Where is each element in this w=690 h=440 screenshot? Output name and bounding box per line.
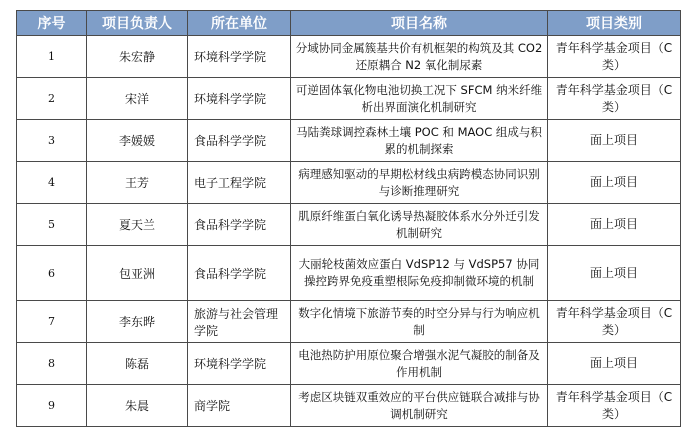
cell-project-type: 面上项目 [548, 162, 681, 204]
cell-index: 2 [17, 78, 87, 120]
cell-project-name: 电池热防护用原位聚合增强水泥气凝胶的制备及作用机制 [291, 343, 548, 385]
cell-unit: 食品科学学院 [188, 204, 291, 246]
project-table [16, 10, 681, 427]
header-unit: 所在单位 [188, 11, 291, 36]
cell-project-name: 大丽轮枝菌效应蛋白 VdSP12 与 VdSP57 协同操控跨界免疫重塑根际免疫抑制微环境的机制 [291, 246, 548, 301]
table-row [17, 78, 681, 120]
table-row [17, 120, 681, 162]
project-table-container [16, 10, 680, 427]
header-row [17, 11, 681, 36]
cell-unit: 电子工程学院 [188, 162, 291, 204]
table-row [17, 385, 681, 427]
header-name: 项目名称 [291, 11, 548, 36]
cell-unit: 环境科学学院 [188, 343, 291, 385]
cell-project-name: 病理感知驱动的早期松材线虫病跨模态协同识别与诊断推理研究 [291, 162, 548, 204]
cell-owner: 包亚洲 [87, 246, 188, 301]
cell-owner: 王芳 [87, 162, 188, 204]
cell-unit: 环境科学学院 [188, 78, 291, 120]
cell-owner: 朱宏静 [87, 36, 188, 78]
cell-unit: 食品科学学院 [188, 246, 291, 301]
cell-project-type: 青年科学基金项目（C类） [548, 385, 681, 427]
cell-unit: 环境科学学院 [188, 36, 291, 78]
cell-unit: 食品科学学院 [188, 120, 291, 162]
cell-project-name: 肌原纤维蛋白氧化诱导热凝胶体系水分外迁引发机制研究 [291, 204, 548, 246]
cell-project-type: 青年科学基金项目（C类） [548, 301, 681, 343]
table-header [17, 11, 681, 36]
header-type: 项目类别 [548, 11, 681, 36]
cell-index: 6 [17, 246, 87, 301]
table-row [17, 343, 681, 385]
cell-project-type: 面上项目 [548, 120, 681, 162]
cell-unit: 旅游与社会管理学院 [188, 301, 291, 343]
cell-project-name: 可逆固体氧化物电池切换工况下 SFCM 纳米纤维析出界面演化机制研究 [291, 78, 548, 120]
cell-project-type: 面上项目 [548, 246, 681, 301]
cell-project-type: 青年科学基金项目（C类） [548, 36, 681, 78]
header-owner: 项目负责人 [87, 11, 188, 36]
cell-project-name: 分域协同金属簇基共价有机框架的构筑及其 CO2 还原耦合 N2 氧化制尿素 [291, 36, 548, 78]
cell-owner: 朱晨 [87, 385, 188, 427]
cell-owner: 夏天兰 [87, 204, 188, 246]
table-row [17, 246, 681, 301]
cell-index: 9 [17, 385, 87, 427]
cell-index: 5 [17, 204, 87, 246]
cell-project-name: 考虑区块链双重效应的平台供应链联合减排与协调机制研究 [291, 385, 548, 427]
cell-unit: 商学院 [188, 385, 291, 427]
table-body [17, 36, 681, 427]
cell-owner: 李东晔 [87, 301, 188, 343]
cell-index: 4 [17, 162, 87, 204]
cell-project-type: 青年科学基金项目（C类） [548, 78, 681, 120]
cell-project-name: 数字化情境下旅游节奏的时空分异与行为响应机制 [291, 301, 548, 343]
table-row [17, 204, 681, 246]
cell-project-type: 面上项目 [548, 343, 681, 385]
cell-index: 3 [17, 120, 87, 162]
cell-index: 8 [17, 343, 87, 385]
header-index: 序号 [17, 11, 87, 36]
cell-owner: 李媛媛 [87, 120, 188, 162]
table-row [17, 36, 681, 78]
cell-project-name: 马陆粪球调控森林土壤 POC 和 MAOC 组成与积累的机制探索 [291, 120, 548, 162]
table-row [17, 301, 681, 343]
cell-owner: 陈磊 [87, 343, 188, 385]
table-row [17, 162, 681, 204]
cell-project-type: 面上项目 [548, 204, 681, 246]
cell-index: 7 [17, 301, 87, 343]
cell-index: 1 [17, 36, 87, 78]
cell-owner: 宋洋 [87, 78, 188, 120]
